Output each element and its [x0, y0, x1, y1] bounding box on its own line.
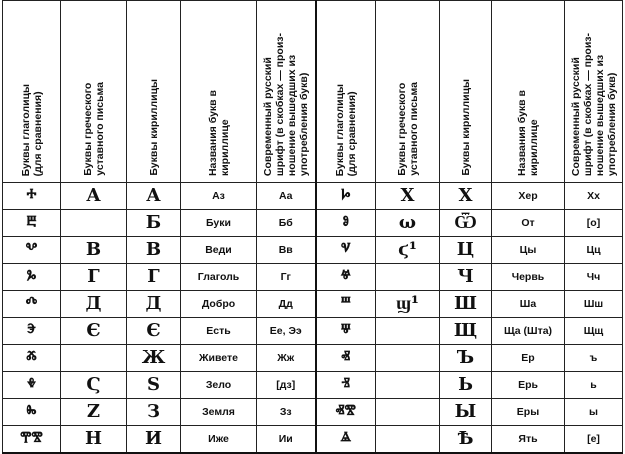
cyrillic-letter: Д [127, 291, 181, 318]
cyrillic-letter: Б [127, 210, 181, 237]
header-glagolitic-2: Буквы глаголицы (для сравнения) [316, 1, 376, 183]
cyrillic-letter: Ь [440, 372, 492, 399]
glagolitic-letter: ⰰ [3, 183, 61, 210]
cyrillic-letter: Ч [440, 264, 492, 291]
modern-letter: ь [565, 372, 623, 399]
letter-name: Ер [492, 345, 565, 372]
glagolitic-letter: ⰱ [3, 210, 61, 237]
glagolitic-letter: ⰹⰺ [3, 426, 61, 454]
table-row [3, 210, 623, 237]
greek-letter: Г [61, 264, 127, 291]
table-row [3, 291, 623, 318]
header-modern-1: Современный русский шрифт (в скобках — произ- ношение вышедших из употребления букв) [257, 1, 316, 183]
cyrillic-letter: Є [127, 318, 181, 345]
modern-letter: Чч [565, 264, 623, 291]
header-names-1: Названия букв в кириллице [181, 1, 257, 183]
letter-name: Аз [181, 183, 257, 210]
letter-name: Иже [181, 426, 257, 454]
table-row [3, 318, 623, 345]
letter-name: Червь [492, 264, 565, 291]
letter-name: Живете [181, 345, 257, 372]
glagolitic-letter: ⱐ [316, 372, 376, 399]
cyrillic-letter: А [127, 183, 181, 210]
greek-letter: Ϛ [61, 372, 127, 399]
modern-letter: Вв [257, 237, 316, 264]
header-cyrillic-2: Буквы кириллицы [440, 1, 492, 183]
glagolitic-letter: ⰴ [3, 291, 61, 318]
cyrillic-letter: Ш [440, 291, 492, 318]
letter-name: Есть [181, 318, 257, 345]
modern-letter: ъ [565, 345, 623, 372]
modern-letter: Ии [257, 426, 316, 454]
glagolitic-letter: ⰶ [3, 345, 61, 372]
cyrillic-letter: В [127, 237, 181, 264]
alphabet-comparison-table [2, 0, 623, 454]
greek-letter [376, 318, 440, 345]
table-row [3, 426, 623, 454]
modern-letter: Ее, Ээ [257, 318, 316, 345]
modern-letter: Аа [257, 183, 316, 210]
letter-name: Ерь [492, 372, 565, 399]
table-row [3, 183, 623, 210]
greek-letter: Ζ [61, 399, 127, 426]
greek-letter: В [61, 237, 127, 264]
letter-name: Глаголь [181, 264, 257, 291]
letter-name: Хер [492, 183, 565, 210]
letter-name: Ять [492, 426, 565, 454]
header-glagolitic-1: Буквы глаголицы (для сравнения) [3, 1, 61, 183]
cyrillic-letter: Ы [440, 399, 492, 426]
modern-letter: ы [565, 399, 623, 426]
letter-name: Добро [181, 291, 257, 318]
cyrillic-letter: Ж [127, 345, 181, 372]
modern-letter: Дд [257, 291, 316, 318]
cyrillic-letter: Х [440, 183, 492, 210]
header-names-2: Названия букв в кириллице [492, 1, 565, 183]
letter-name: Ша [492, 291, 565, 318]
greek-letter [376, 372, 440, 399]
greek-letter: Д [61, 291, 127, 318]
letter-name: Ща (Шта) [492, 318, 565, 345]
greek-letter [376, 264, 440, 291]
header-row [3, 1, 623, 183]
letter-name: Еры [492, 399, 565, 426]
modern-letter: [дз] [257, 372, 316, 399]
cyrillic-letter: Ѕ [127, 372, 181, 399]
cyrillic-letter: И [127, 426, 181, 454]
glagolitic-letter: ⱍ [316, 264, 376, 291]
greek-letter: Α [61, 183, 127, 210]
greek-letter: Χ [376, 183, 440, 210]
modern-letter: Зз [257, 399, 316, 426]
greek-letter [376, 345, 440, 372]
greek-letter: ϣ¹ [376, 291, 440, 318]
modern-letter: Цц [565, 237, 623, 264]
header-greek-1: Буквы греческого уставного письма [61, 1, 127, 183]
glagolitic-letter: ⱌ [316, 237, 376, 264]
greek-letter: Є [61, 318, 127, 345]
glagolitic-letter: ⰸ [3, 399, 61, 426]
glagolitic-letter: ⰲ [3, 237, 61, 264]
cyrillic-letter: Ъ [440, 345, 492, 372]
letter-name: Зело [181, 372, 257, 399]
glagolitic-letter: ⱈ [316, 183, 376, 210]
cyrillic-letter: Щ [440, 318, 492, 345]
letter-name: Земля [181, 399, 257, 426]
greek-letter [61, 345, 127, 372]
greek-letter: Н [61, 426, 127, 454]
modern-letter: Щщ [565, 318, 623, 345]
modern-letter: Хх [565, 183, 623, 210]
glagolitic-letter: ⱁ [316, 210, 376, 237]
table-row [3, 264, 623, 291]
greek-letter: ϛ¹ [376, 237, 440, 264]
table-row [3, 399, 623, 426]
glagolitic-letter: ⰳ [3, 264, 61, 291]
modern-letter: Бб [257, 210, 316, 237]
greek-letter [376, 399, 440, 426]
glagolitic-letter: ⱏ [316, 345, 376, 372]
greek-letter [376, 426, 440, 454]
letter-name: Веди [181, 237, 257, 264]
glagolitic-letter: ⱋ [316, 318, 376, 345]
greek-letter: ω [376, 210, 440, 237]
modern-letter: [о] [565, 210, 623, 237]
header-cyrillic-1: Буквы кириллицы [127, 1, 181, 183]
cyrillic-letter: Г [127, 264, 181, 291]
glagolitic-letter: ⰵ [3, 318, 61, 345]
letter-name: Цы [492, 237, 565, 264]
modern-letter: Гг [257, 264, 316, 291]
cyrillic-letter: Ц [440, 237, 492, 264]
modern-letter: Шш [565, 291, 623, 318]
modern-letter: [е] [565, 426, 623, 454]
cyrillic-letter: Ѣ [440, 426, 492, 454]
table-body [3, 183, 623, 454]
header-modern-2: Современный русский шрифт (в скобках — произ- ношение вышедших из употребления букв) [565, 1, 623, 183]
table-row [3, 237, 623, 264]
glagolitic-letter: ⱎ [316, 291, 376, 318]
letter-name: Буки [181, 210, 257, 237]
table-row [3, 372, 623, 399]
header-greek-2: Буквы греческого уставного письма [376, 1, 440, 183]
glagolitic-letter: ⱑ [316, 426, 376, 454]
glagolitic-letter: ⰷ [3, 372, 61, 399]
greek-letter [61, 210, 127, 237]
cyrillic-letter: З [127, 399, 181, 426]
glagolitic-letter: ⱏⰺ [316, 399, 376, 426]
modern-letter: Жж [257, 345, 316, 372]
letter-name: От [492, 210, 565, 237]
table-row [3, 345, 623, 372]
cyrillic-letter: Ѿ [440, 210, 492, 237]
